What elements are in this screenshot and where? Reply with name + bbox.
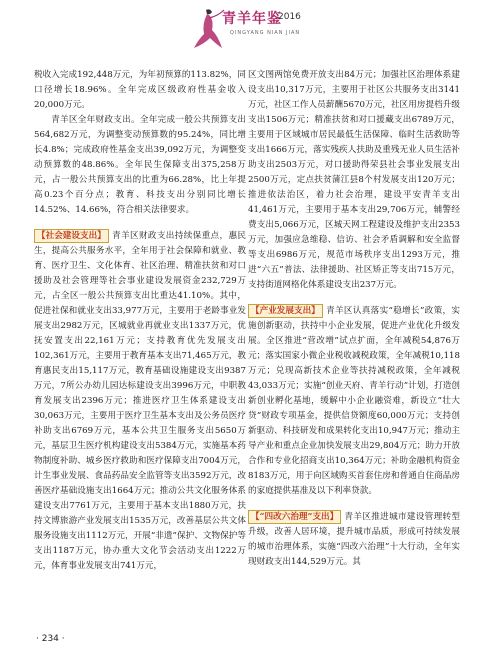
page-number: · 234 ·	[36, 634, 65, 644]
section-heading-tag: 【“四改六治理”支出】	[248, 510, 341, 524]
section-heading-tag: 【社会建设支出】	[34, 229, 109, 243]
left-column	[34, 68, 246, 574]
page-header	[0, 0, 480, 56]
logo-title: 青羊年鉴	[222, 11, 282, 27]
section-four-six-governance	[248, 510, 460, 570]
dancer-figure-icon	[190, 6, 226, 50]
paragraph-text: 青羊区财政支出持续保重点，惠民生，提高公共服务水平，全年用于社会保障和就业、教育、医疗卫生、文化体育、社区治理、精准扶贫和对口援助及社会管理等社会事业建设发展资金232,729万元，占全区一般公共预算支出比重达41.10%。其中，促进社保和就业支出33,977万元，主要用于老龄事业发展支出2982万元，区城就业再就业支出1337万元，优抚安置支出22,161万元；支持教育优先发展支出102,361万元，主要用于教育基本支出71,465万元，教育惠民支出15,117万元，教育基础设施建设支出9387万元，7所公办幼儿园达标建设支出3996万元，中职教育发展支出2396万元；推进医疗卫生体系建设支出30,063万元，主要用于医疗卫生基本支出及公务员医疗补助支出6769万元，基本公共卫生服务支出5650万元，基层卫生医疗机构建设支出5384万元，实施基本药物制度补助、城乡医疗救助和医疗保障支出7004万元，计生事业发展、食品药品安全监管等支出3592万元，改善医疗基础设施支出1664万元；推动公共文化服务体系建设支出7761万元，主要用于基本支出1880万元，扶持文博旅游产业发展支出1535万元，改善基层公共文体服务设施支出1112万元，开展“非遗”保护、文物保护等支出1187万元，协办重大文化节会活动支出1222万元，体育事业发展支出741万元，	[34, 231, 246, 571]
yearbook-logo	[190, 6, 310, 50]
paragraph-text: 青羊区推进城市建设管理转型升级，改善人居环境，提升城市品质，形成可持续发展的城市治理体系，实施“四改六治理”十大行动，全年实现财政支出144,529万元。其	[248, 512, 460, 567]
paragraph-text: 青羊区认真落实“稳增长”政策，实施创新驱动，扶持中小企业发展，促进产业优化升级发展。全区推进“营改增”试点扩面，全年减税54,876万元；落实国家小微企业税收减税政策，全年减税10,118万元；兑现高新技术企业等扶持减税政策，全年减税43,033万元；实施“创业天府、青羊行动”计划，打造创新创业孵化基地，缓解中小企业融资难，新设立“壮大贷”财政专项基金，提供信贷额度60,000万元；支持创新驱动、科技研发和成果转化支出10,947万元；推动主导产业和重点企业加快发展支出29,804万元；助力开放合作和专业化招商支出10,364万元；补助金融机构资金8183万元，用于向区域购买首套住房和普通自住商品房的家庭提供基准及以下利率贷款。	[248, 306, 460, 496]
section-heading-tag: 【产业发展支出】	[248, 304, 323, 318]
section-industry-development	[248, 304, 460, 499]
logo-year: 2016	[278, 12, 301, 22]
paragraph: 税收入完成192,448万元，为年初预算的113.82%，同口径增长18.96%。全年完成区级政府性基金收入20,000万元。	[34, 70, 246, 110]
right-column	[248, 68, 460, 570]
paragraph: 区文图两馆免费开放支出84万元；加强社区治理体系建设支出10,317万元，主要用于社区公共服务支出3141万元，社区工作人员薪酬5670万元，社区用房提档升级支出1506万元；精准扶贫和对口援藏支出6789万元，主要用于区域城市居民最低生活保障、临时生活救助等支出1666万元，落实残疾人扶助及重残无业人员生活补助支出2503万元，对口援助得荣县社会事业发展支出2500万元，定点扶贫蒲江县8个村发展支出120万元；推进依法治区，着力社会治理，建设平安青羊支出41,461万元，主要用于基本支出29,706万元，辅警经费支出5,066万元，区城天网工程建设及维护支出2353万元，加强应急维稳、信访、社会矛盾调解和安全监督等支出6986万元，规范市场秩序支出1293万元，推进“六五”普法、法律援助、社区矫正等支出715万元，支持街道网格化体系建设支出237万元。	[248, 70, 460, 290]
paragraph: 青羊区全年财政支出。全年完成一般公共预算支出564,682万元，为调整变动预算数的95.24%，同比增长4.8%；完成政府性基金支出39,092万元，为调整变动预算数的48.86%。全年民生保障支出375,258万元，占一般公共预算支出的比重为66.28%，比上年提高0.23个百分点；教育、科技支出分别同比增长14.52%、14.66%，符合相关法律要求。	[34, 115, 246, 215]
logo-subtitle: QINGYANG NIAN JIAN	[230, 30, 301, 36]
section-social-construction	[34, 229, 246, 574]
